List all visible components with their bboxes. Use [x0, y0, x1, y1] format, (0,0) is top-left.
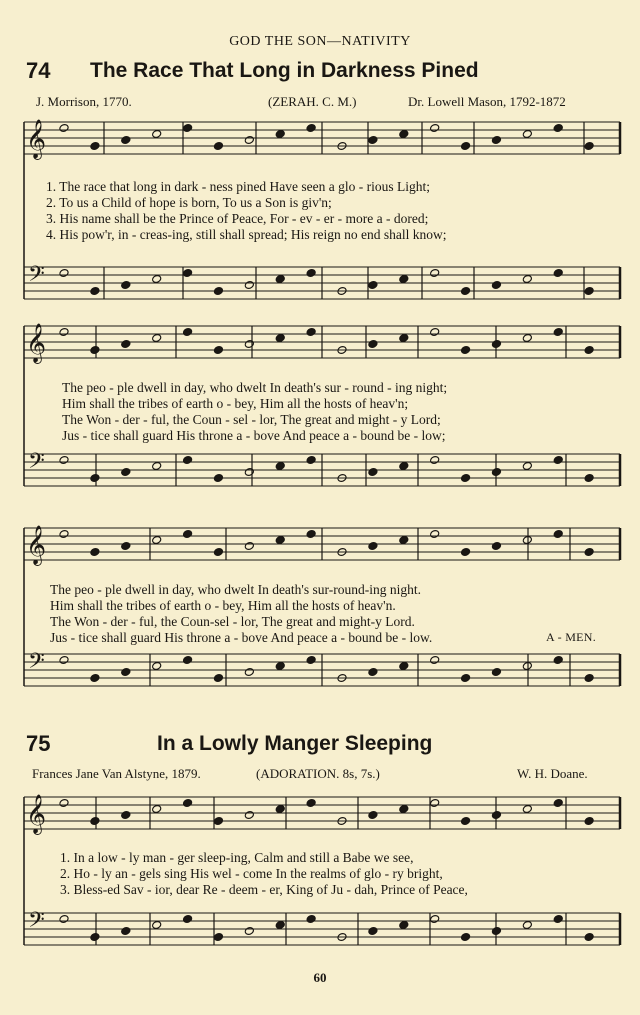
note-head	[491, 927, 501, 936]
note-head	[121, 281, 131, 290]
note-head	[306, 656, 316, 665]
lyric-line: 3. Bless-ed Sav - ior, dear Re - deem - er, King of Ju - dah, Prince of Peace,	[60, 882, 468, 897]
note-head	[183, 124, 193, 133]
note-head	[522, 662, 532, 671]
bass-clef-icon: 𝄢	[28, 649, 45, 679]
note-head	[121, 136, 131, 145]
note-head	[430, 530, 440, 539]
note-head	[59, 328, 69, 337]
treble-clef-icon: 𝄞	[26, 794, 47, 834]
note-head	[121, 927, 131, 936]
note-head	[399, 805, 409, 814]
note-head	[553, 656, 563, 665]
note-head	[244, 340, 254, 349]
hymn-number: 75	[26, 731, 51, 756]
note-head	[90, 142, 100, 151]
treble-clef-icon: 𝄞	[26, 525, 47, 565]
note-head	[306, 915, 316, 924]
note-head	[399, 130, 409, 139]
note-head	[306, 328, 316, 337]
treble-clef-icon: 𝄞	[26, 119, 47, 159]
note-head	[244, 927, 254, 936]
lyric-line: Jus - tice shall guard His throne a - bove And peace a - bound be - low;	[62, 428, 446, 443]
note-head	[244, 468, 254, 477]
note-head	[183, 915, 193, 924]
note-head	[59, 269, 69, 278]
note-head	[275, 334, 285, 343]
note-head	[430, 269, 440, 278]
note-head	[461, 346, 471, 355]
note-head	[461, 933, 471, 942]
note-head	[152, 805, 162, 814]
note-head	[522, 805, 532, 814]
hymn-title: The Race That Long in Darkness Pined	[90, 59, 479, 82]
note-head	[491, 542, 501, 551]
note-head	[430, 799, 440, 808]
note-head	[399, 662, 409, 671]
note-head	[584, 142, 594, 151]
note-head	[430, 328, 440, 337]
note-head	[399, 536, 409, 545]
note-head	[368, 468, 378, 477]
lyric-line: The peo - ple dwell in day, who dwelt In death's sur - round - ing night;	[62, 380, 448, 395]
note-head	[553, 799, 563, 808]
note-head	[430, 915, 440, 924]
amen-text: A - MEN.	[546, 630, 597, 644]
note-head	[90, 346, 100, 355]
note-head	[244, 542, 254, 551]
note-head	[522, 334, 532, 343]
note-head	[491, 281, 501, 290]
note-head	[461, 474, 471, 483]
lyric-line: 1. The race that long in dark - ness pined Have seen a glo - rious Light;	[46, 179, 431, 194]
note-head	[306, 799, 316, 808]
note-head	[491, 340, 501, 349]
note-head	[183, 656, 193, 665]
lyric-line: The Won - der - ful, the Coun-sel - lor, The great and might-y Lord.	[50, 614, 415, 629]
note-head	[306, 124, 316, 133]
note-head	[213, 346, 223, 355]
note-head	[584, 346, 594, 355]
note-head	[152, 662, 162, 671]
note-head	[491, 668, 501, 677]
note-head	[183, 456, 193, 465]
note-head	[213, 474, 223, 483]
note-head	[183, 799, 193, 808]
note-head	[213, 674, 223, 683]
bass-clef-icon: 𝄢	[28, 449, 45, 479]
note-head	[368, 927, 378, 936]
note-head	[584, 817, 594, 826]
note-head	[90, 287, 100, 296]
note-head	[522, 275, 532, 284]
note-head	[244, 811, 254, 820]
note-head	[522, 536, 532, 545]
note-head	[121, 468, 131, 477]
note-head	[59, 124, 69, 133]
note-head	[306, 456, 316, 465]
note-head	[368, 542, 378, 551]
note-head	[368, 668, 378, 677]
note-head	[213, 548, 223, 557]
note-head	[90, 817, 100, 826]
note-head	[213, 933, 223, 942]
note-head	[244, 136, 254, 145]
note-head	[121, 811, 131, 820]
note-head	[275, 662, 285, 671]
note-head	[121, 668, 131, 677]
note-head	[491, 468, 501, 477]
note-head	[90, 474, 100, 483]
section-header: GOD THE SON—NATIVITY	[229, 34, 411, 49]
note-head	[59, 799, 69, 808]
note-head	[275, 130, 285, 139]
hymn-tune: (ZERAH. C. M.)	[268, 94, 357, 109]
note-head	[306, 530, 316, 539]
note-head	[213, 142, 223, 151]
note-head	[152, 536, 162, 545]
note-head	[152, 275, 162, 284]
note-head	[461, 548, 471, 557]
note-head	[553, 456, 563, 465]
note-head	[399, 921, 409, 930]
note-head	[183, 269, 193, 278]
note-head	[244, 668, 254, 677]
note-head	[275, 805, 285, 814]
page-number: 60	[313, 970, 327, 985]
note-head	[90, 674, 100, 683]
note-head	[368, 340, 378, 349]
bass-clef-icon: 𝄢	[28, 262, 45, 292]
note-head	[59, 915, 69, 924]
lyric-line: The peo - ple dwell in day, who dwelt In death's sur-round-ing night.	[50, 582, 421, 597]
lyric-line: 3. His name shall be the Prince of Peace, For - ev - er - more a - dored;	[46, 211, 429, 226]
note-head	[430, 456, 440, 465]
note-head	[368, 281, 378, 290]
hymn-number: 74	[26, 58, 51, 83]
note-head	[584, 474, 594, 483]
note-head	[522, 921, 532, 930]
note-head	[430, 656, 440, 665]
lyric-line: Him shall the tribes of earth o - bey, Him all the hosts of heav'n;	[62, 396, 409, 411]
lyric-line: The Won - der - ful, the Coun - sel - lor, The great and might - y Lord;	[62, 412, 441, 427]
note-head	[461, 287, 471, 296]
note-head	[213, 817, 223, 826]
lyric-line: 2. To us a Child of hope is born, To us a Son is giv'n;	[46, 195, 332, 210]
hymn-author: Frances Jane Van Alstyne, 1879.	[32, 766, 201, 781]
note-head	[121, 542, 131, 551]
note-head	[553, 915, 563, 924]
note-head	[152, 921, 162, 930]
note-head	[584, 674, 594, 683]
lyric-line: 4. His pow'r, in - creas-ing, still shall spread; His reign no end shall know;	[46, 227, 447, 242]
note-head	[275, 921, 285, 930]
note-head	[275, 275, 285, 284]
note-head	[491, 136, 501, 145]
note-head	[275, 462, 285, 471]
note-head	[213, 287, 223, 296]
note-head	[399, 275, 409, 284]
note-head	[553, 328, 563, 337]
note-head	[399, 462, 409, 471]
note-head	[553, 530, 563, 539]
note-head	[90, 933, 100, 942]
note-head	[491, 811, 501, 820]
note-head	[584, 933, 594, 942]
note-head	[90, 548, 100, 557]
lyric-line: 1. In a low - ly man - ger sleep-ing, Calm and still a Babe we see,	[60, 850, 414, 865]
note-head	[152, 462, 162, 471]
note-head	[461, 817, 471, 826]
lyric-line: Him shall the tribes of earth o - bey, Him all the hosts of heav'n.	[50, 598, 396, 613]
lyric-line: Jus - tice shall guard His throne a - bove And peace a - bound be - low.	[50, 630, 433, 645]
note-head	[306, 269, 316, 278]
lyric-line: 2. Ho - ly an - gels sing His wel - come In the realms of glo - ry bright,	[60, 866, 443, 881]
note-head	[522, 130, 532, 139]
note-head	[553, 124, 563, 133]
note-head	[121, 340, 131, 349]
bass-clef-icon: 𝄢	[28, 908, 45, 938]
hymn-composer: W. H. Doane.	[517, 766, 588, 781]
note-head	[461, 674, 471, 683]
note-head	[152, 334, 162, 343]
note-head	[183, 328, 193, 337]
note-head	[553, 269, 563, 278]
note-head	[59, 530, 69, 539]
note-head	[244, 281, 254, 290]
note-head	[584, 287, 594, 296]
hymn-tune: (ADORATION. 8s, 7s.)	[256, 766, 380, 781]
note-head	[275, 536, 285, 545]
note-head	[584, 548, 594, 557]
treble-clef-icon: 𝄞	[26, 323, 47, 363]
note-head	[399, 334, 409, 343]
note-head	[59, 456, 69, 465]
hymn-composer: Dr. Lowell Mason, 1792-1872	[408, 94, 566, 109]
note-head	[59, 656, 69, 665]
note-head	[430, 124, 440, 133]
note-head	[522, 462, 532, 471]
note-head	[183, 530, 193, 539]
note-head	[368, 811, 378, 820]
note-head	[461, 142, 471, 151]
note-head	[152, 130, 162, 139]
hymn-title: In a Lowly Manger Sleeping	[157, 732, 433, 755]
note-head	[368, 136, 378, 145]
hymn-author: J. Morrison, 1770.	[36, 94, 132, 109]
